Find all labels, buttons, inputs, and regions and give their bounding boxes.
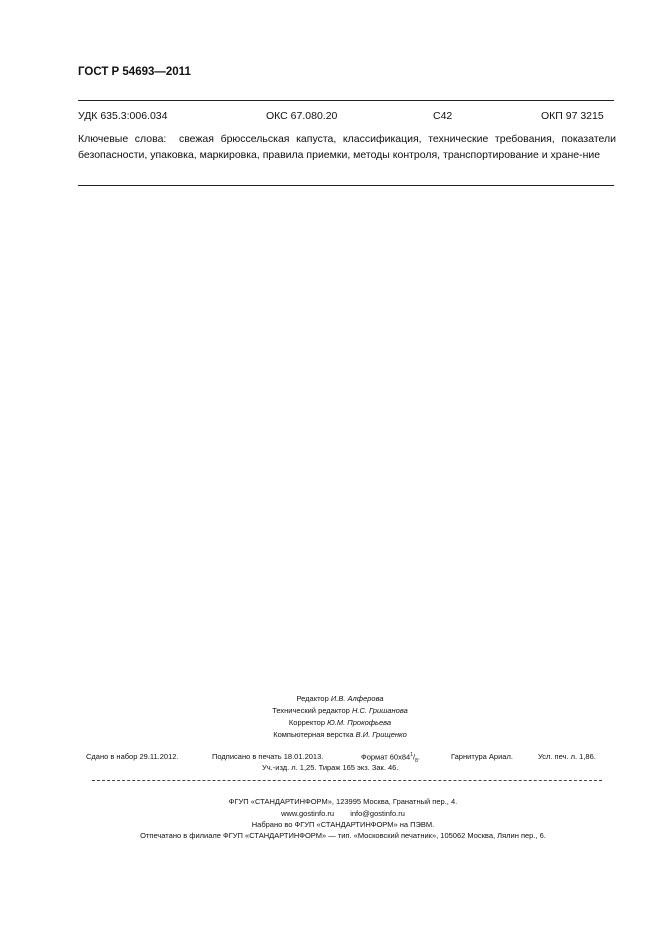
keywords-label: Ключевые слова: <box>78 133 167 145</box>
credit-name: Ю.М. Прокофьева <box>327 718 392 727</box>
oks-code: ОКС 67.080.20 <box>266 110 338 122</box>
udk-code: УДК 635.3:006.034 <box>78 110 168 122</box>
publisher-website[interactable]: www.gostinfo.ru <box>281 809 335 818</box>
keywords-divider <box>78 185 614 186</box>
format-sub: 8 <box>415 758 418 764</box>
okp-code: ОКП 97 3215 <box>541 110 604 122</box>
credit-name: В.И. Грищенко <box>355 730 407 739</box>
standard-id: ГОСТ Р 54693—2011 <box>78 66 191 78</box>
credit-role: Корректор <box>288 718 326 727</box>
publisher-contacts <box>0 809 661 818</box>
imprint-format: Формат $60x84^1/_8$. <box>361 752 420 764</box>
imprint-line2: Уч.-изд. л. 1,25. Тираж 165 экз. Зак. 46. <box>262 763 399 772</box>
imprint-submitted: Сдано в набор 29.11.2012. <box>86 752 179 761</box>
imprint-divider <box>92 780 602 781</box>
imprint-signed: Подписано в печать 18.01.2013. <box>212 752 324 761</box>
publisher-printed: Отпечатано в филиале ФГУП «СТАНДАРТИНФОРМ» — тип. «Московский печатник», 105062 Москва, Лялин пер., 6. <box>140 831 546 840</box>
credit-name: И.В. Алферова <box>330 694 384 703</box>
imprint-typeface: Гарнитура Ариал. <box>451 752 513 761</box>
category-code: С42 <box>433 110 453 122</box>
credit-role: Компьютерная верстка <box>273 730 354 739</box>
credit-editor <box>0 694 661 703</box>
credit-name: Н.С. Гришанова <box>351 706 408 715</box>
keywords-block <box>78 131 616 163</box>
credit-role: Редактор <box>296 694 329 703</box>
keywords-text: свежая брюссельская капуста, классификация, технические требования, показатели безопасности, упаковка, маркировка, правила приемки, методы контроля, транспортирование и хране-ние <box>78 133 616 161</box>
publisher-email[interactable]: info@gostinfo.ru <box>350 809 405 818</box>
credit-layout <box>0 730 661 739</box>
credit-role: Технический редактор <box>272 706 350 715</box>
top-divider <box>78 100 614 101</box>
format-suffix: . <box>417 752 420 762</box>
publisher-address: ФГУП «СТАНДАРТИНФОРМ», 123995 Москва, Гранатный пер., 4. <box>228 797 458 806</box>
format-sup: 1 <box>410 752 413 758</box>
imprint-print-sheets: Усл. печ. л. 1,86. <box>538 752 596 761</box>
publisher-typeset: Набрано во ФГУП «СТАНДАРТИНФОРМ» на ПЭВМ. <box>251 820 435 829</box>
credit-tech-editor <box>0 706 661 715</box>
format-prefix: Формат 60x84 <box>361 752 411 762</box>
credit-proofreader <box>0 718 661 727</box>
